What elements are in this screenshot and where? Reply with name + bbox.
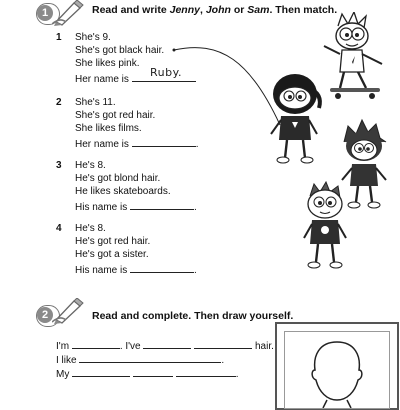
item-number: 3 — [56, 160, 62, 171]
clue-line: He's 8. — [75, 223, 106, 234]
answer-prompt: Her name is — [75, 74, 129, 85]
clue-line: She's 11. — [75, 97, 116, 108]
answer-prompt: His name is — [75, 202, 128, 213]
answer-blank[interactable] — [130, 199, 194, 210]
item-number: 4 — [56, 223, 62, 234]
answer-prompt: Her name is — [75, 139, 129, 150]
black-haired-girl-illustration — [265, 68, 327, 168]
sentence-line-3 — [56, 366, 238, 380]
sentence-text: I like — [56, 355, 77, 366]
answer-line: His name is . — [75, 199, 197, 213]
clue-line: She's got black hair. — [75, 45, 165, 56]
likes-blank[interactable] — [79, 352, 221, 363]
name-blank[interactable] — [72, 338, 120, 349]
my-blank-3[interactable] — [176, 366, 236, 377]
answer-prompt: His name is — [75, 265, 128, 276]
answer-line: Her name is . — [75, 136, 198, 150]
exercise-2-instruction: Read and complete. Then draw yourself. — [92, 310, 294, 322]
answer-line: His name is . — [75, 262, 197, 276]
hair-type-blank[interactable] — [194, 338, 252, 349]
my-blank-1[interactable] — [72, 366, 130, 377]
clue-line: He's got a sister. — [75, 249, 149, 260]
exercise-1-instruction: Read and write Jenny, John or Sam. Then match. — [92, 4, 338, 16]
sentence-line-1 — [56, 338, 274, 352]
sentence-text: hair. — [254, 341, 274, 352]
clue-line: She likes pink. — [75, 58, 140, 69]
handwritten-answer: Ruby. — [150, 66, 183, 79]
clue-line: She's got red hair. — [75, 110, 156, 121]
head-outline-icon — [305, 338, 369, 408]
pencil-icon — [52, 298, 84, 324]
clue-line: She's 9. — [75, 32, 111, 43]
hair-colour-blank[interactable] — [143, 338, 191, 349]
answer-blank[interactable] — [130, 262, 194, 273]
red-haired-boy-illustration — [300, 180, 350, 275]
clue-line: She likes films. — [75, 123, 142, 134]
clue-line: He's 8. — [75, 160, 106, 171]
skateboard-boy-illustration — [318, 12, 388, 107]
sentence-text: I'm — [56, 341, 70, 352]
answer-blank[interactable] — [132, 136, 196, 147]
clue-line: He's got blond hair. — [75, 173, 161, 184]
my-blank-2[interactable] — [133, 366, 173, 377]
sentence-line-2 — [56, 352, 224, 366]
item-number: 1 — [56, 32, 62, 43]
sentence-text: . I've — [119, 341, 141, 352]
item-number: 2 — [56, 97, 62, 108]
self-portrait-frame[interactable] — [275, 322, 399, 410]
sentence-text: My — [56, 369, 70, 380]
pencil-icon — [52, 0, 84, 26]
sentence-text: . — [235, 369, 239, 380]
exercise-number-badge: 1 — [37, 5, 53, 21]
sentence-text: . — [221, 355, 225, 366]
exercise-number-badge: 2 — [37, 307, 53, 323]
clue-line: He's got red hair. — [75, 236, 151, 247]
clue-line: He likes skateboards. — [75, 186, 171, 197]
